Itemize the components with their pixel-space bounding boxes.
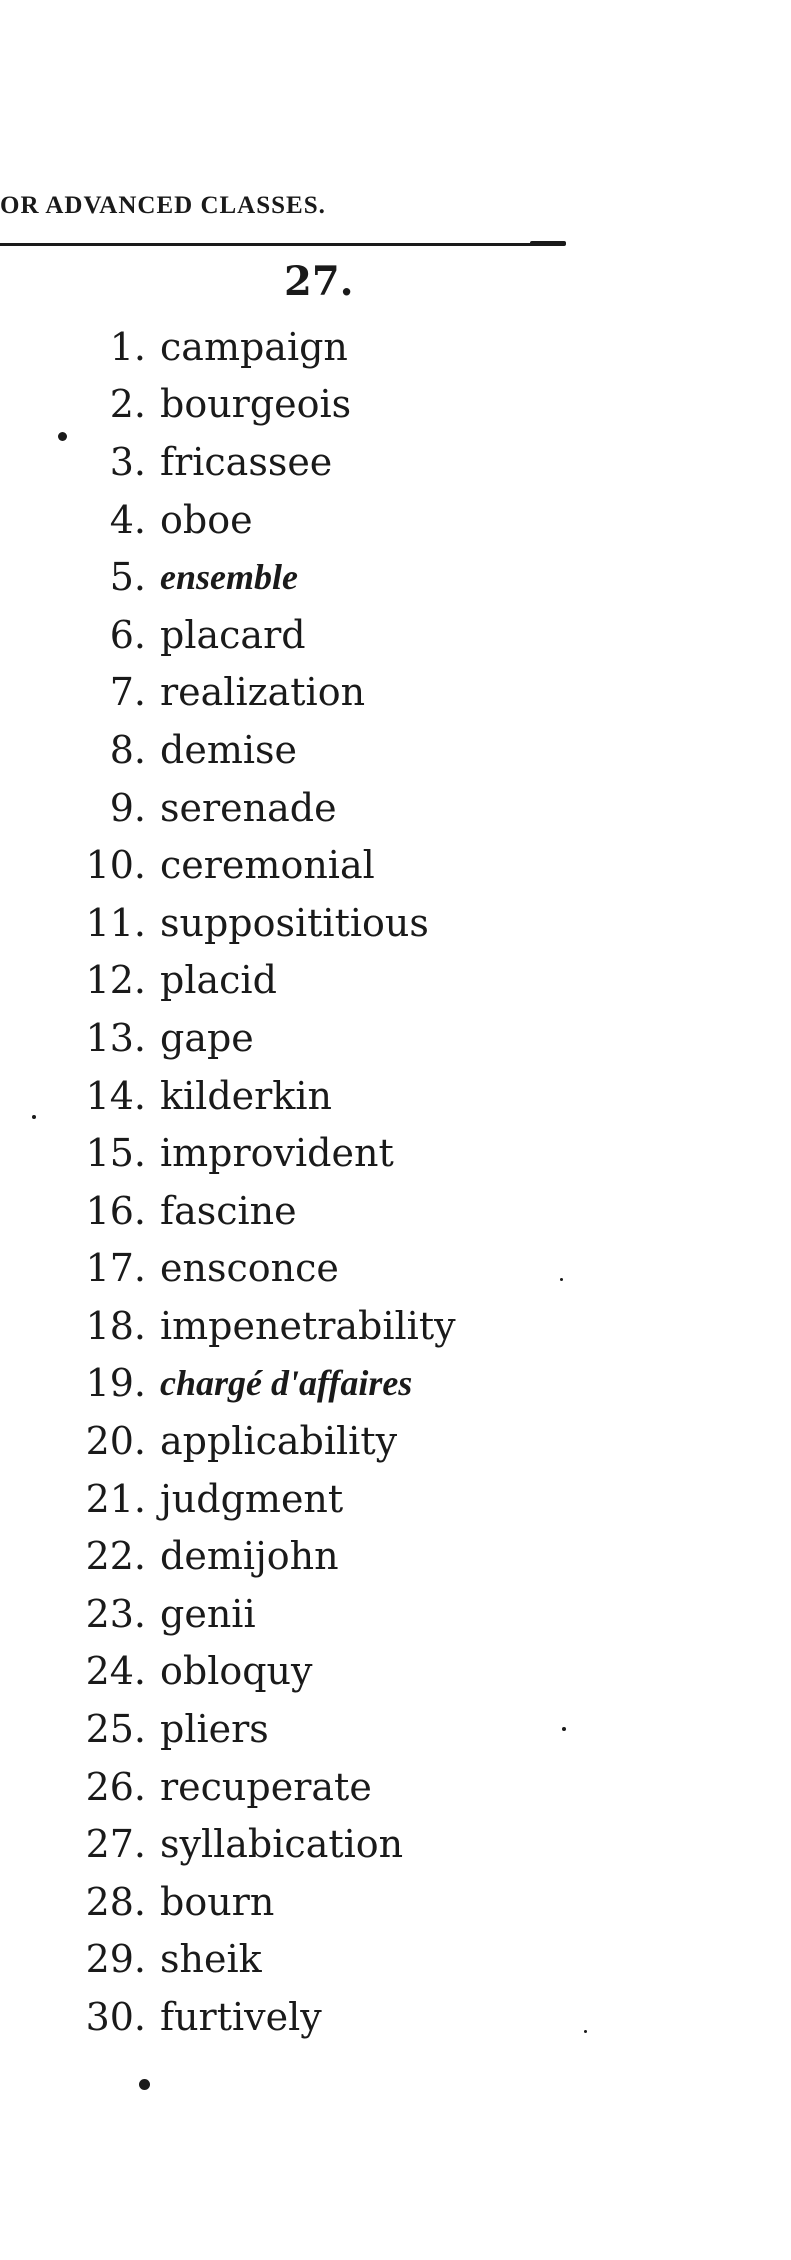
item-number: 14. bbox=[85, 1073, 146, 1118]
item-number: 26. bbox=[85, 1764, 146, 1809]
item-number: 28. bbox=[85, 1879, 146, 1924]
ink-speck bbox=[560, 1278, 563, 1281]
item-number: 25. bbox=[85, 1707, 146, 1752]
ink-speck bbox=[562, 1727, 566, 1731]
list-item bbox=[0, 836, 456, 894]
item-word: placard bbox=[160, 612, 306, 657]
item-word: ceremonial bbox=[160, 843, 375, 888]
item-word: applicability bbox=[160, 1419, 398, 1464]
list-item bbox=[0, 548, 456, 606]
item-word: bourgeois bbox=[160, 382, 352, 427]
ink-speck bbox=[32, 1115, 36, 1119]
item-number: 5. bbox=[109, 555, 146, 600]
item-word: oboe bbox=[160, 497, 253, 542]
item-word: genii bbox=[160, 1591, 256, 1636]
lesson-number: 27. bbox=[284, 258, 354, 305]
list-item bbox=[0, 606, 456, 664]
item-word: demise bbox=[160, 727, 297, 772]
item-number: 15. bbox=[85, 1131, 146, 1176]
list-item bbox=[0, 1470, 456, 1528]
item-word: ensconce bbox=[160, 1246, 339, 1291]
item-word: impenetrability bbox=[160, 1303, 456, 1348]
list-item bbox=[0, 1585, 456, 1643]
item-number: 22. bbox=[85, 1534, 146, 1579]
item-number: 20. bbox=[85, 1419, 146, 1464]
list-item bbox=[0, 1412, 456, 1470]
item-word: bourn bbox=[160, 1879, 275, 1924]
item-word: campaign bbox=[160, 324, 348, 369]
item-word: pliers bbox=[160, 1707, 269, 1752]
list-item bbox=[0, 1931, 456, 1989]
item-number: 23. bbox=[85, 1591, 146, 1636]
list-item bbox=[0, 664, 456, 722]
list-item bbox=[0, 1700, 456, 1758]
item-word: chargé d'affaires bbox=[160, 1363, 413, 1404]
item-word: demijohn bbox=[160, 1534, 339, 1579]
item-word: placid bbox=[160, 958, 277, 1003]
list-item bbox=[0, 894, 456, 952]
header-rule bbox=[0, 243, 563, 246]
list-item bbox=[0, 1527, 456, 1585]
item-number: 30. bbox=[85, 1995, 146, 2040]
list-item bbox=[0, 1240, 456, 1298]
list-item bbox=[0, 952, 456, 1010]
list-item bbox=[0, 1009, 456, 1067]
item-word: recuperate bbox=[160, 1764, 372, 1809]
item-word: fascine bbox=[160, 1188, 297, 1233]
item-number: 21. bbox=[85, 1476, 146, 1521]
item-number: 27. bbox=[85, 1822, 146, 1867]
item-number: 6. bbox=[109, 612, 146, 657]
item-number: 16. bbox=[85, 1188, 146, 1233]
list-item bbox=[0, 1815, 456, 1873]
ink-speck bbox=[139, 2079, 150, 2090]
list-item bbox=[0, 779, 456, 837]
ink-speck bbox=[58, 432, 67, 441]
item-word: sheik bbox=[160, 1937, 262, 1982]
item-number: 24. bbox=[85, 1649, 146, 1694]
item-word: serenade bbox=[160, 785, 337, 830]
list-item bbox=[0, 318, 456, 376]
item-number: 29. bbox=[85, 1937, 146, 1982]
item-word: supposititious bbox=[160, 900, 429, 945]
item-number: 17. bbox=[85, 1246, 146, 1291]
item-word: kilderkin bbox=[160, 1073, 332, 1118]
item-word: furtively bbox=[160, 1995, 322, 2040]
item-word: improvident bbox=[160, 1131, 394, 1176]
item-number: 4. bbox=[109, 497, 146, 542]
item-word: syllabication bbox=[160, 1822, 404, 1867]
item-number: 10. bbox=[85, 843, 146, 888]
list-item bbox=[0, 491, 456, 549]
item-word: obloquy bbox=[160, 1649, 313, 1694]
item-word: judgment bbox=[160, 1476, 344, 1521]
item-word: realization bbox=[160, 670, 366, 715]
item-number: 1. bbox=[109, 324, 146, 369]
list-item bbox=[0, 1182, 456, 1240]
list-item bbox=[0, 376, 456, 434]
running-head: OR ADVANCED CLASSES. bbox=[0, 192, 326, 219]
item-number: 13. bbox=[85, 1015, 146, 1060]
list-item bbox=[0, 1758, 456, 1816]
item-number: 3. bbox=[109, 439, 146, 484]
item-word: gape bbox=[160, 1015, 254, 1060]
item-number: 7. bbox=[109, 670, 146, 715]
list-item bbox=[0, 721, 456, 779]
list-item bbox=[0, 1988, 456, 2046]
list-item bbox=[0, 1124, 456, 1182]
list-item bbox=[0, 1643, 456, 1701]
item-number: 11. bbox=[85, 900, 146, 945]
ink-speck bbox=[584, 2030, 587, 2033]
list-item bbox=[0, 1873, 456, 1931]
list-item bbox=[0, 1067, 456, 1125]
item-number: 18. bbox=[85, 1303, 146, 1348]
item-number: 12. bbox=[85, 958, 146, 1003]
item-number: 2. bbox=[109, 382, 146, 427]
item-number: 9. bbox=[109, 785, 146, 830]
list-item bbox=[0, 1297, 456, 1355]
item-number: 8. bbox=[109, 727, 146, 772]
list-item bbox=[0, 1355, 456, 1413]
header-rule-end bbox=[530, 241, 566, 246]
list-item bbox=[0, 433, 456, 491]
item-word: ensemble bbox=[160, 557, 298, 598]
word-list bbox=[0, 318, 456, 2046]
item-word: fricassee bbox=[160, 439, 333, 484]
item-number: 19. bbox=[85, 1361, 146, 1406]
